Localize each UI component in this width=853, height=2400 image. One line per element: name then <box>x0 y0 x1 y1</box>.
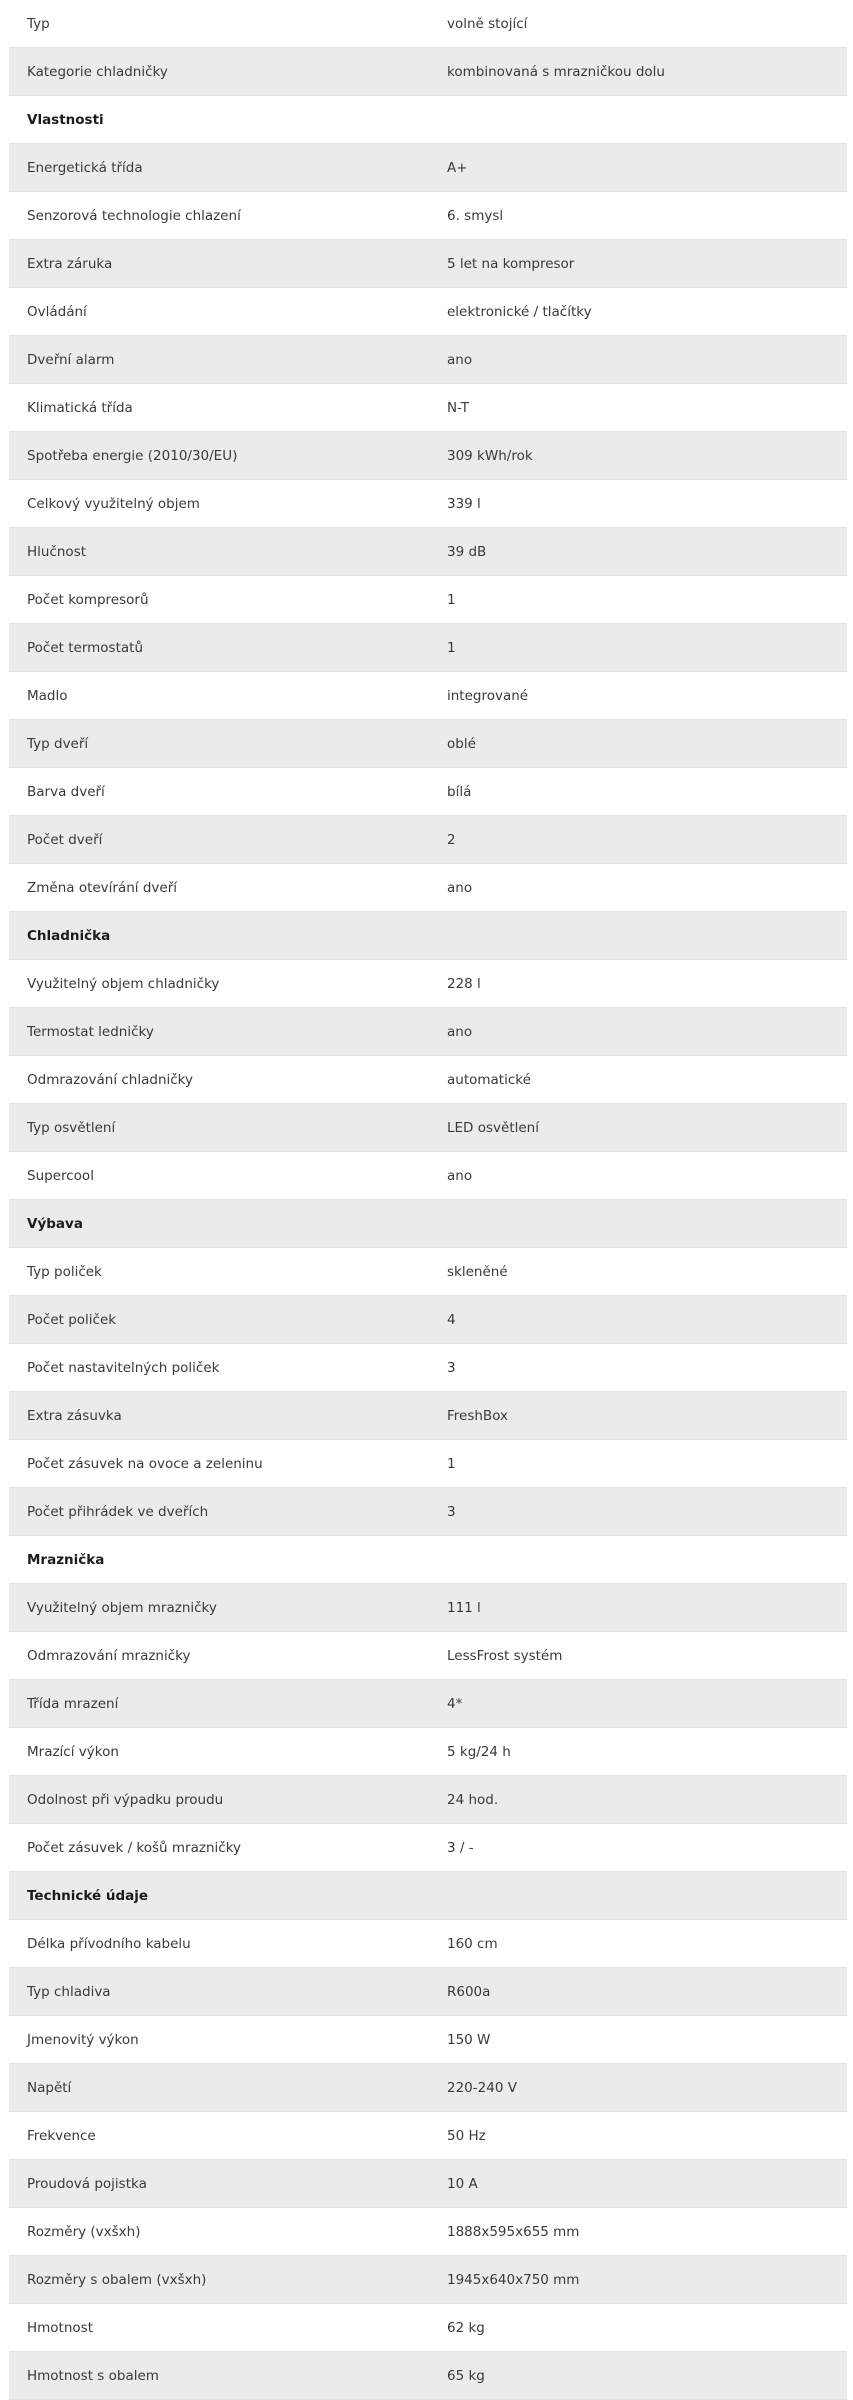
spec-label: Frekvence <box>9 2112 433 2160</box>
spec-value: 1 <box>433 576 847 624</box>
spec-label: Počet kompresorů <box>9 576 433 624</box>
spec-value: elektronické / tlačítky <box>433 288 847 336</box>
spec-label: Počet zásuvek / košů mrazničky <box>9 1824 433 1872</box>
spec-row <box>9 720 847 768</box>
spec-label: Celkový využitelný objem <box>9 480 433 528</box>
spec-row <box>9 1248 847 1296</box>
spec-row <box>9 240 847 288</box>
spec-value: 39 dB <box>433 528 847 576</box>
spec-label: Využitelný objem chladničky <box>9 960 433 1008</box>
spec-value: 160 cm <box>433 1920 847 1968</box>
spec-value: 3 / - <box>433 1824 847 1872</box>
spec-value: volně stojící <box>433 0 847 48</box>
spec-label: Využitelný objem mrazničky <box>9 1584 433 1632</box>
spec-row <box>9 2016 847 2064</box>
spec-label: Hmotnost s obalem <box>9 2352 433 2400</box>
section-title: Chladnička <box>9 912 847 960</box>
spec-value: 62 kg <box>433 2304 847 2352</box>
spec-label: Délka přívodního kabelu <box>9 1920 433 1968</box>
spec-table <box>9 0 847 2400</box>
spec-value: 228 l <box>433 960 847 1008</box>
spec-value: 220-240 V <box>433 2064 847 2112</box>
spec-table-body <box>9 0 847 2400</box>
spec-value: 4 <box>433 1296 847 1344</box>
spec-value: 1888x595x655 mm <box>433 2208 847 2256</box>
spec-label: Ovládání <box>9 288 433 336</box>
spec-row <box>9 432 847 480</box>
spec-value: ano <box>433 864 847 912</box>
spec-row <box>9 1680 847 1728</box>
spec-row <box>9 768 847 816</box>
spec-row <box>9 2352 847 2400</box>
spec-row <box>9 1296 847 1344</box>
spec-value: FreshBox <box>433 1392 847 1440</box>
spec-row <box>9 384 847 432</box>
spec-value: 5 kg/24 h <box>433 1728 847 1776</box>
spec-label: Proudová pojistka <box>9 2160 433 2208</box>
spec-value: kombinovaná s mrazničkou dolu <box>433 48 847 96</box>
spec-label: Extra zásuvka <box>9 1392 433 1440</box>
spec-label: Počet termostatů <box>9 624 433 672</box>
spec-value: 10 A <box>433 2160 847 2208</box>
spec-row <box>9 48 847 96</box>
spec-row <box>9 2256 847 2304</box>
spec-label: Počet nastavitelných poliček <box>9 1344 433 1392</box>
spec-value: 339 l <box>433 480 847 528</box>
spec-label: Typ osvětlení <box>9 1104 433 1152</box>
spec-label: Napětí <box>9 2064 433 2112</box>
spec-row <box>9 1440 847 1488</box>
spec-label: Extra záruka <box>9 240 433 288</box>
spec-value: 309 kWh/rok <box>433 432 847 480</box>
spec-value: ano <box>433 1152 847 1200</box>
spec-row <box>9 1632 847 1680</box>
spec-row <box>9 144 847 192</box>
spec-row <box>9 864 847 912</box>
spec-label: Rozměry (vxšxh) <box>9 2208 433 2256</box>
spec-label: Třída mrazení <box>9 1680 433 1728</box>
spec-label: Supercool <box>9 1152 433 1200</box>
spec-label: Senzorová technologie chlazení <box>9 192 433 240</box>
spec-row <box>9 1152 847 1200</box>
spec-row <box>9 1392 847 1440</box>
spec-label: Počet přihrádek ve dveřích <box>9 1488 433 1536</box>
spec-value: 150 W <box>433 2016 847 2064</box>
spec-row <box>9 2304 847 2352</box>
spec-row <box>9 1056 847 1104</box>
spec-value: 4* <box>433 1680 847 1728</box>
spec-row <box>9 1104 847 1152</box>
spec-value: 111 l <box>433 1584 847 1632</box>
spec-row <box>9 624 847 672</box>
spec-label: Počet zásuvek na ovoce a zeleninu <box>9 1440 433 1488</box>
spec-label: Dveřní alarm <box>9 336 433 384</box>
spec-row <box>9 336 847 384</box>
spec-value: ano <box>433 1008 847 1056</box>
spec-row <box>9 2208 847 2256</box>
spec-row <box>9 960 847 1008</box>
spec-row <box>9 576 847 624</box>
spec-row <box>9 192 847 240</box>
spec-label: Jmenovitý výkon <box>9 2016 433 2064</box>
spec-row <box>9 1824 847 1872</box>
spec-label: Odmrazování chladničky <box>9 1056 433 1104</box>
spec-value: ano <box>433 336 847 384</box>
spec-label: Barva dveří <box>9 768 433 816</box>
spec-label: Hlučnost <box>9 528 433 576</box>
spec-label: Madlo <box>9 672 433 720</box>
spec-row <box>9 480 847 528</box>
spec-row <box>9 288 847 336</box>
spec-row <box>9 1728 847 1776</box>
spec-value: 65 kg <box>433 2352 847 2400</box>
section-header-row <box>9 912 847 960</box>
section-header-row <box>9 1872 847 1920</box>
section-title: Výbava <box>9 1200 847 1248</box>
spec-label: Počet poliček <box>9 1296 433 1344</box>
spec-label: Klimatická třída <box>9 384 433 432</box>
spec-row <box>9 2160 847 2208</box>
spec-value: LessFrost systém <box>433 1632 847 1680</box>
spec-value: oblé <box>433 720 847 768</box>
spec-row <box>9 1968 847 2016</box>
spec-label: Změna otevírání dveří <box>9 864 433 912</box>
spec-row <box>9 528 847 576</box>
spec-label: Energetická třída <box>9 144 433 192</box>
spec-value: skleněné <box>433 1248 847 1296</box>
spec-row <box>9 0 847 48</box>
spec-value: 5 let na kompresor <box>433 240 847 288</box>
spec-value: R600a <box>433 1968 847 2016</box>
section-title: Mraznička <box>9 1536 847 1584</box>
spec-value: A+ <box>433 144 847 192</box>
spec-value: automatické <box>433 1056 847 1104</box>
spec-value: N-T <box>433 384 847 432</box>
spec-value: 1945x640x750 mm <box>433 2256 847 2304</box>
section-header-row <box>9 96 847 144</box>
section-header-row <box>9 1536 847 1584</box>
spec-row <box>9 2112 847 2160</box>
spec-row <box>9 2064 847 2112</box>
spec-row <box>9 1344 847 1392</box>
spec-value: 24 hod. <box>433 1776 847 1824</box>
spec-value: 1 <box>433 1440 847 1488</box>
spec-row <box>9 816 847 864</box>
spec-row <box>9 672 847 720</box>
spec-label: Kategorie chladničky <box>9 48 433 96</box>
spec-value: 6. smysl <box>433 192 847 240</box>
spec-value: 3 <box>433 1488 847 1536</box>
spec-label: Odolnost při výpadku proudu <box>9 1776 433 1824</box>
spec-value: 3 <box>433 1344 847 1392</box>
spec-value: integrované <box>433 672 847 720</box>
spec-value: 1 <box>433 624 847 672</box>
spec-label: Spotřeba energie (2010/30/EU) <box>9 432 433 480</box>
spec-label: Typ poliček <box>9 1248 433 1296</box>
spec-row <box>9 1584 847 1632</box>
spec-label: Hmotnost <box>9 2304 433 2352</box>
spec-row <box>9 1008 847 1056</box>
spec-row <box>9 1920 847 1968</box>
spec-label: Typ dveří <box>9 720 433 768</box>
spec-label: Termostat ledničky <box>9 1008 433 1056</box>
section-header-row <box>9 1200 847 1248</box>
spec-value: 2 <box>433 816 847 864</box>
section-title: Technické údaje <box>9 1872 847 1920</box>
spec-label: Typ chladiva <box>9 1968 433 2016</box>
spec-label: Typ <box>9 0 433 48</box>
spec-label: Rozměry s obalem (vxšxh) <box>9 2256 433 2304</box>
spec-label: Mrazící výkon <box>9 1728 433 1776</box>
spec-value: LED osvětlení <box>433 1104 847 1152</box>
section-title: Vlastnosti <box>9 96 847 144</box>
spec-value: 50 Hz <box>433 2112 847 2160</box>
spec-label: Odmrazování mrazničky <box>9 1632 433 1680</box>
spec-value: bílá <box>433 768 847 816</box>
spec-row <box>9 1488 847 1536</box>
spec-label: Počet dveří <box>9 816 433 864</box>
spec-row <box>9 1776 847 1824</box>
